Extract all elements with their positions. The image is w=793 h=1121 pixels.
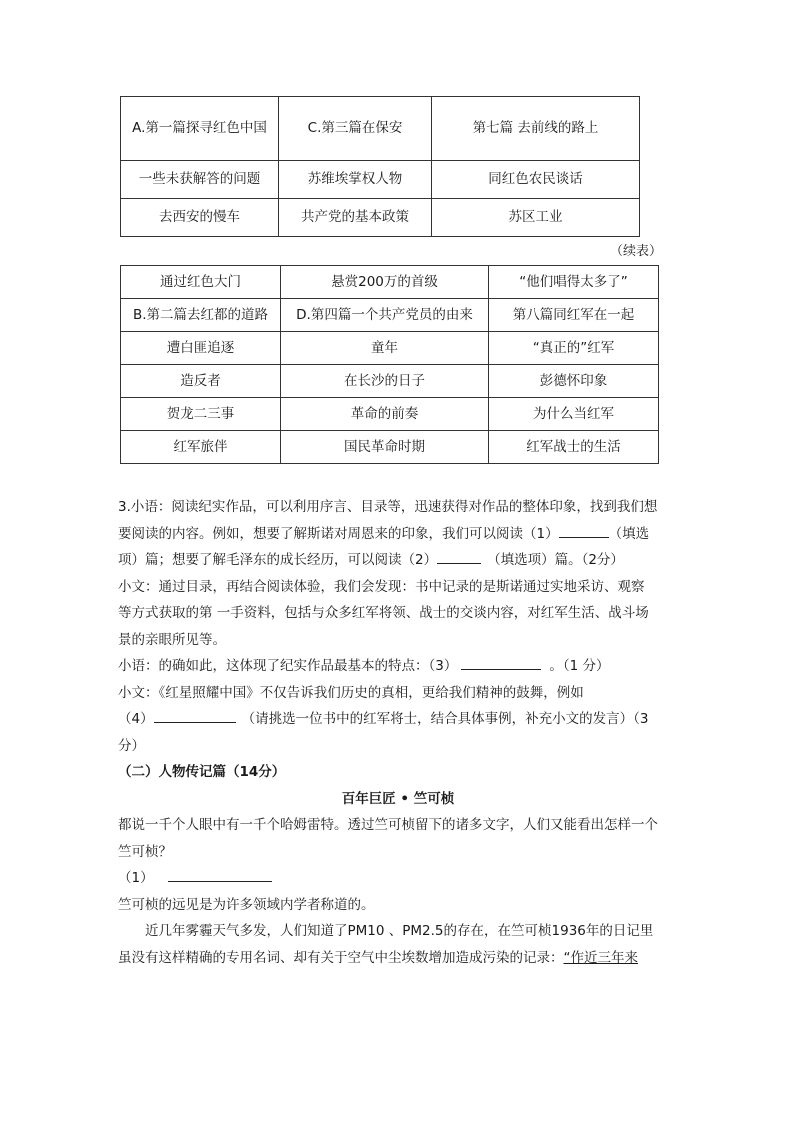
question-line: 3.小语：阅读纪实作品，可以利用序言、目录等，迅速获得对作品的整体印象，找到我们想 [118, 499, 658, 515]
table-cell: 造反者 [121, 365, 281, 398]
table-cell: 红军战士的生活 [489, 431, 659, 464]
underlined-quote: “作近三年来 [563, 949, 638, 966]
table-cell: 遭白匪追逐 [121, 332, 281, 365]
table-cell: 国民革命时期 [281, 431, 489, 464]
question-line: 小文：《红星照耀中国》不仅告诉我们历史的真相，更给我们精神的鼓舞，例如 [118, 684, 584, 701]
paragraph-line: 竺可桢？ [118, 843, 172, 860]
table-cell: D.第四篇一个共产党员的由来 [281, 299, 489, 332]
paragraph-line: 竺可桢的远见是为许多领域内学者称道的。 [118, 896, 375, 913]
question-line: 小文：通过目录，再结合阅读体验，我们会发现：书中记录的是斯诺通过实地采访、观察 [118, 578, 645, 595]
table-cell: 革命的前奏 [281, 398, 489, 431]
question-3 [118, 494, 678, 971]
table-cell: 去西安的慢车 [121, 199, 279, 237]
section-heading: （二）人物传记篇（14分） [118, 764, 286, 780]
table-cell: “他们唱得太多了” [489, 266, 659, 299]
table-cell: 通过红色大门 [121, 266, 281, 299]
table-cell: 苏维埃掌权人物 [279, 161, 432, 199]
table-cell: “真正的”红军 [489, 332, 659, 365]
answer-blank-4[interactable] [154, 708, 236, 723]
table-cell: 第八篇同红军在一起 [489, 299, 659, 332]
question-text: （4） [118, 711, 154, 727]
table-cell: 悬赏200万的首级 [281, 266, 489, 299]
table-row [121, 398, 659, 431]
question-text: （请挑选一位书中的红军将士，结合具体事例，补充小文的发言）（3 [241, 711, 649, 727]
answer-blank-2[interactable] [437, 549, 481, 564]
paragraph-line [118, 865, 678, 892]
article-title: 百年巨匠 • 竺可桢 [341, 790, 455, 807]
table-cell: 在长沙的日子 [281, 365, 489, 398]
table-cell: 苏区工业 [432, 199, 640, 237]
continued-label: （续表） [610, 244, 663, 259]
table-row [121, 299, 659, 332]
table-cell: 第七篇 去前线的路上 [432, 97, 640, 161]
question-line: 等方式获取的第 一手资料，包括与众多红军将领、战士的交谈内容，对红军生活、战斗场 [118, 605, 649, 621]
question-text: 小语：的确如此，这体现了纪实作品最基本的特点：（3） [118, 658, 458, 674]
table-row [121, 431, 659, 464]
table-row [121, 266, 659, 299]
table-row [121, 199, 640, 237]
table-cell: 一些未获解答的问题 [121, 161, 279, 199]
table-cell: B.第二篇去红都的道路 [121, 299, 281, 332]
question-text: （填选项）篇。（2分） [487, 552, 624, 568]
question-line [118, 706, 678, 733]
table-row [121, 97, 640, 161]
question-line [118, 547, 678, 574]
table-row [121, 365, 659, 398]
table-cell: 同红色农民谈话 [432, 161, 640, 199]
table-cell: C.第三篇在保安 [279, 97, 432, 161]
table-cell: 贺龙二三事 [121, 398, 281, 431]
question-line: 景的亲眼所见等。 [118, 631, 226, 648]
table-row [121, 161, 640, 199]
question-line: 分） [118, 737, 145, 754]
question-text: 项）篇；想要了解毛泽东的成长经历，可以阅读（2） [118, 552, 438, 568]
question-text: （填选 [608, 525, 650, 542]
table-cell: 红军旅伴 [121, 431, 281, 464]
table-cell: A.第一篇探寻红色中国 [121, 97, 279, 161]
answer-blank-3[interactable] [461, 655, 541, 670]
question-line [118, 653, 678, 680]
paragraph-line [118, 945, 678, 972]
answer-blank-5[interactable] [168, 867, 272, 882]
table-cell: 彭德怀印象 [489, 365, 659, 398]
table-cell: 共产党的基本政策 [279, 199, 432, 237]
question-text: 。（1 分） [549, 658, 610, 674]
contents-table-2 [120, 265, 659, 464]
contents-table-1 [120, 96, 640, 237]
table-cell: 童年 [281, 332, 489, 365]
paragraph-line: 都说一千个人眼中有一千个哈姆雷特。透过竺可桢留下的诸多文字，人们又能看出怎样一个 [118, 817, 658, 833]
question-text: 要阅读的内容。例如，想要了解斯诺对周恩来的印象，我们可以阅读（1） [118, 525, 559, 542]
question-text: （1） [118, 870, 154, 886]
question-line [118, 521, 678, 548]
paragraph-line: 近几年雾霾天气多发，人们知道了PM10 、PM2.5的存在，在竺可桢1936年的日记里 [145, 923, 654, 939]
answer-blank-1[interactable] [559, 523, 609, 538]
table-row [121, 332, 659, 365]
table-cell: 为什么当红军 [489, 398, 659, 431]
paragraph-text: 虽没有这样精确的专用名词、却有关于空气中尘埃数增加造成污染的记录： [118, 949, 564, 966]
